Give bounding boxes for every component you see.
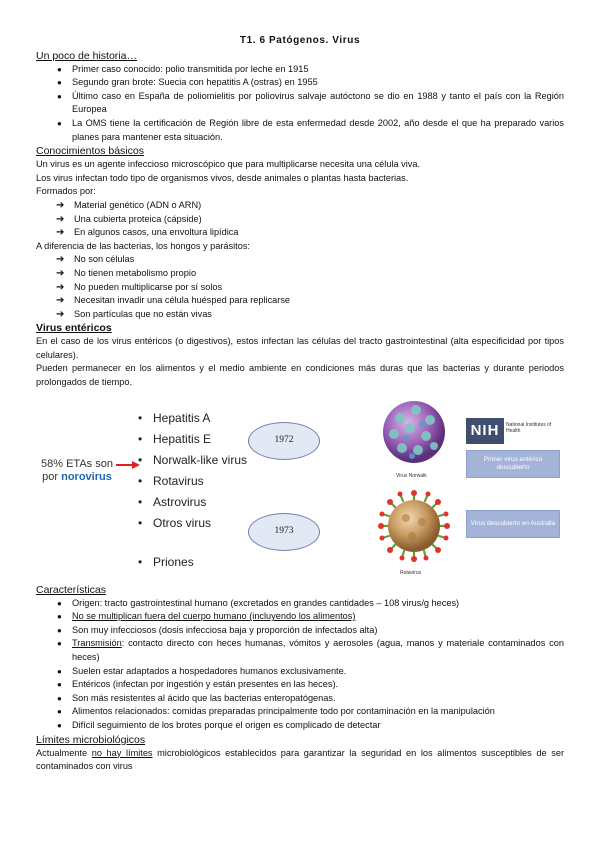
year-oval-1973: 1973 [248, 513, 320, 551]
bullet-icon: • [138, 452, 143, 467]
list-item: • Norwalk-like virus [138, 450, 247, 471]
list-item: ● No se multiplican fuera del cuerpo humano (incluyendo los alimentos) [36, 610, 564, 624]
bullet-icon: • [138, 431, 143, 446]
bullet-icon: ● [57, 598, 62, 608]
norovirus-label: norovirus [61, 470, 112, 483]
list-item: • Astrovirus [138, 492, 247, 513]
list-item: ● La OMS tiene la certificación de Región libre de esta enfermedad desde 2002, año desde el que ha preparado varios planes para mantener esta situación. [57, 117, 564, 142]
bullet-icon: ● [57, 118, 62, 128]
limites-paragraph: Actualmente no hay límites microbiológicos establecidos para garantizar la seguridad en los alimentos susceptibles de ser contaminados con virus [36, 747, 564, 772]
list-item: ● Transmisión: contacto directo con heces humanas, vómitos y aerosoles (agua, manos y materiale contaminados con heces) [57, 638, 564, 663]
caracteristicas-heading: Características [36, 583, 107, 596]
list-item: • Otros virus [138, 513, 247, 534]
arrow-icon: ➔ [56, 213, 65, 225]
list-item: ➔ Una cubierta proteica (cápside) [56, 213, 202, 225]
list-item: ➔ En algunos casos, una envoltura lipídica [56, 227, 239, 239]
bullet-icon: ● [57, 680, 62, 690]
rotavirus-image [376, 488, 452, 564]
bullet-icon: ● [57, 78, 62, 88]
bullet-icon: ● [57, 64, 62, 74]
arrow-icon: ➔ [56, 254, 65, 266]
list-item: ● Alimentos relacionados: comidas preparadas principalmente todo por contaminación en la manipulación [36, 705, 564, 719]
bullet-icon: ● [57, 721, 62, 730]
basicos-p1: Un virus es un agente infeccioso microscópico que para multiplicarse necesita una célula viva. [36, 159, 421, 170]
entericos-p1: En el caso de los virus entéricos (o digestivos), estos infectan las células del tracto gastrointestinal (alta especificidad por tipos celulares). [36, 336, 564, 360]
diferencia-label: A diferencia de las bacterias, los hongos y parásitos: [36, 240, 250, 251]
document-page [36, 34, 564, 774]
formados-label: Formados por: [36, 186, 96, 197]
list-item: ➔ No son células [56, 254, 135, 266]
list-item: • Priones [138, 552, 247, 573]
list-item: ● Segundo gran brote: Suecia con hepatitis A (ostras) en 1955 [36, 76, 564, 90]
eta-label: 58% ETAs son por norovirus [41, 457, 113, 483]
arrow-icon: ➔ [56, 295, 65, 307]
formados-list [36, 199, 564, 240]
arrow-icon: ➔ [56, 267, 65, 279]
list-item: ● Origen: tracto gastrointestinal humano (excretados en grandes cantidades – 108 virus/g heces) [36, 597, 564, 611]
year-oval-1972: 1972 [248, 422, 320, 460]
basicos-p2: Los virus infectan todo tipo de organismos vivos, desde animales o plantas hasta bacterias. [36, 172, 409, 183]
bullet-icon: • [138, 473, 143, 488]
limites-heading: Límites microbiológicos [36, 733, 146, 746]
page-title: T1. 6 Patógenos. Virus [239, 35, 361, 46]
list-item: ➔ Necesitan invadir una célula huésped para replicarse [56, 295, 291, 307]
arrow-icon: ➔ [56, 308, 65, 320]
bullet-icon: • [138, 515, 143, 530]
arrow-icon: ➔ [56, 227, 65, 239]
arrow-icon: ➔ [56, 281, 65, 293]
rotavirus-caption: Rotavirus [400, 569, 422, 576]
arrow-icon: ➔ [56, 199, 65, 211]
entericos-heading: Virus entéricos [36, 322, 112, 335]
historia-heading: Un poco de historia… [36, 49, 137, 62]
list-item: • Rotavirus [138, 471, 247, 492]
list-item: ● Entéricos (infectan por ingestión y están presentes en las heces). [36, 678, 564, 692]
historia-list [36, 63, 564, 145]
bullet-icon: ● [57, 707, 62, 717]
bullet-icon: ● [57, 625, 62, 635]
australia-box: Virus descubierto en Australia [466, 510, 560, 538]
entericos-p2: Pueden permanecer en los alimentos y el medio ambiente en condiciones más duras que las bacterias y durante periodos prolongados de tiempo. [36, 363, 564, 388]
virus-figure [36, 396, 564, 578]
list-item: ● Son muy infecciosos (dosis infecciosa baja y proporción de infectados alta) [36, 624, 564, 638]
norovirus-caption: Virus Norwalk [396, 472, 427, 479]
bullet-icon: ● [57, 666, 62, 676]
virus-list [138, 408, 247, 573]
list-item: ● Último caso en España de poliomielitis por poliovirus salvaje autóctono se dio en 1988 y tanto el país con la Región Europea [57, 90, 564, 115]
red-arrow-icon [116, 461, 140, 469]
list-item: ● Son más resistentes al ácido que las bacterias enteropatógenas. [36, 692, 564, 706]
bullet-icon: ● [57, 91, 62, 101]
primer-virus-box: Primer virus entérico descubierto [466, 450, 560, 478]
list-item: ● Difícil seguimiento de los brotes porque el origen es complicado de detectar [36, 719, 564, 733]
list-item: ➔ No pueden multiplicarse por sí solos [56, 281, 223, 293]
list-item: ● Primer caso conocido: polio transmitida por leche en 1915 [36, 63, 564, 77]
list-item: ➔ Son partículas que no están vivas [56, 308, 212, 320]
bullet-icon: ● [57, 612, 62, 622]
bullet-icon: ● [57, 639, 62, 649]
list-item: ➔ Material genético (ADN o ARN) [56, 199, 202, 211]
bullet-icon: • [138, 494, 143, 509]
list-item: • Hepatitis A [138, 408, 247, 429]
list-item: • Hepatitis E [138, 429, 247, 450]
list-item: ● Suelen estar adaptados a hospedadores humanos exclusivamente. [36, 665, 564, 679]
caracteristicas-list [36, 597, 564, 733]
list-item: ➔ No tienen metabolismo propio [56, 267, 197, 279]
basicos-heading: Conocimientos básicos [36, 145, 144, 158]
bullet-icon: • [138, 410, 143, 425]
diferencias-list [36, 253, 564, 321]
nih-logo: NIH National Institutes of Health [466, 418, 556, 445]
bullet-icon: • [138, 554, 143, 569]
norovirus-image [376, 396, 452, 468]
bullet-icon: ● [57, 693, 62, 703]
